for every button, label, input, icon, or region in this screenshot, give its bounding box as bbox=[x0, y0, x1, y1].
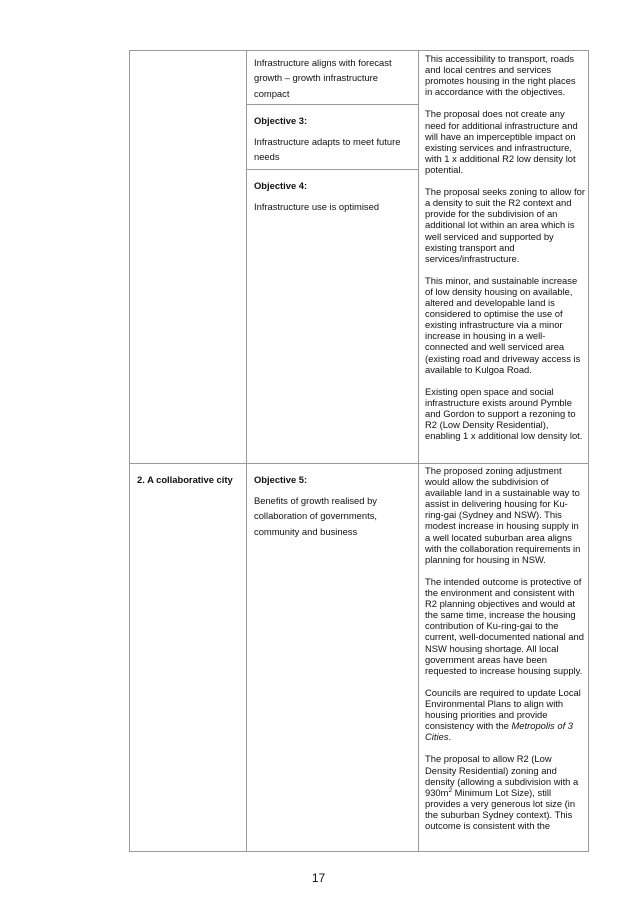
text-run: . bbox=[448, 731, 452, 743]
objective-5-text: Benefits of growth realised by collaboration of governments, community and business bbox=[254, 495, 377, 537]
text-run: The proposal to allow R2 (Low Density Residential) zoning and density (allowing a subdivision with a 930m bbox=[425, 753, 579, 798]
response-paragraph: This minor, and sustainable increase of low density housing on available, altered and developable land is considered to optimise the use of existing infrastructure via a minor increase in housing in a well-connected and well serviced area (existing road and driveway access is available to Kulgoa Road. bbox=[425, 274, 581, 375]
superscript: 2 bbox=[448, 786, 453, 794]
response-paragraph: The proposal does not create any need for additional infrastructure and will have an imperceptible impact on existing services and infrastructure, with 1 x additional R2 low density lot potential. bbox=[425, 108, 578, 175]
objective-2-text: Infrastructure aligns with forecast growth – growth infrastructure compact bbox=[254, 57, 392, 99]
table-border-left bbox=[129, 50, 130, 852]
response-paragraph: Existing open space and social infrastructure exists around Pymble and Gordon to support a rezoning to R2 (Low Density Residential), enabling 1 x additional low density lot. bbox=[425, 385, 583, 442]
objective-4-title: Objective 4: bbox=[254, 180, 308, 191]
table-divider-col1 bbox=[246, 50, 247, 852]
objective-3-title: Objective 3: bbox=[254, 115, 308, 126]
row-divider bbox=[129, 463, 589, 464]
objective-5-title: Objective 5: bbox=[254, 474, 308, 485]
response-cell-row2 bbox=[425, 465, 585, 831]
objective-divider-1 bbox=[246, 104, 418, 105]
response-paragraph bbox=[425, 687, 585, 742]
document-title-italic: Metropolis of 3 Cities bbox=[425, 720, 573, 743]
objective-3-text: Infrastructure adapts to meet future needs bbox=[254, 136, 401, 163]
table-divider-col2 bbox=[418, 50, 419, 852]
section-title: 2. A collaborative city bbox=[137, 474, 233, 485]
text-run: Councils are required to update Local Environmental Plans to align with housing priorities and provide consistency with the bbox=[425, 686, 581, 732]
objective-divider-2 bbox=[246, 169, 418, 170]
response-paragraph: The intended outcome is protective of the environment and consistent with R2 planning objectives and would at the same time, increase the housing contribution of Ku-ring-gai to the current, well-documented national and NSW housing shortage. All local government areas have been requested to increase housing supply. bbox=[425, 575, 584, 676]
response-cell-row1 bbox=[425, 53, 585, 441]
table-border-right bbox=[588, 50, 589, 852]
table-border-top bbox=[129, 50, 589, 51]
response-paragraph: The proposed zoning adjustment would allow the subdivision of available land in a sustainable way to assist in delivering housing for Ku-ring-gai (Sydney and NSW). This modest increase in housing supply in a well located suburban area aligns with the collaboration requirements in planning for housing in NSW. bbox=[425, 465, 581, 565]
page-number: 17 bbox=[311, 871, 326, 885]
response-paragraph bbox=[425, 753, 585, 831]
table-border-bottom bbox=[129, 851, 589, 852]
response-paragraph: The proposal seeks zoning to allow for a density to suit the R2 context and provide for the subdivision of an additional lot within an area which is well serviced and supported by existing transport and services/infrastructure. bbox=[425, 186, 585, 264]
objective-4-text: Infrastructure use is optimised bbox=[254, 201, 380, 212]
text-run: Minimum Lot Size), still provides a very generous lot size (in the suburban Sydney context). This outcome is consistent with the bbox=[425, 786, 576, 831]
response-paragraph: This accessibility to transport, roads and local centres and services promotes housing in the right places in accordance with the objectives. bbox=[425, 53, 576, 98]
